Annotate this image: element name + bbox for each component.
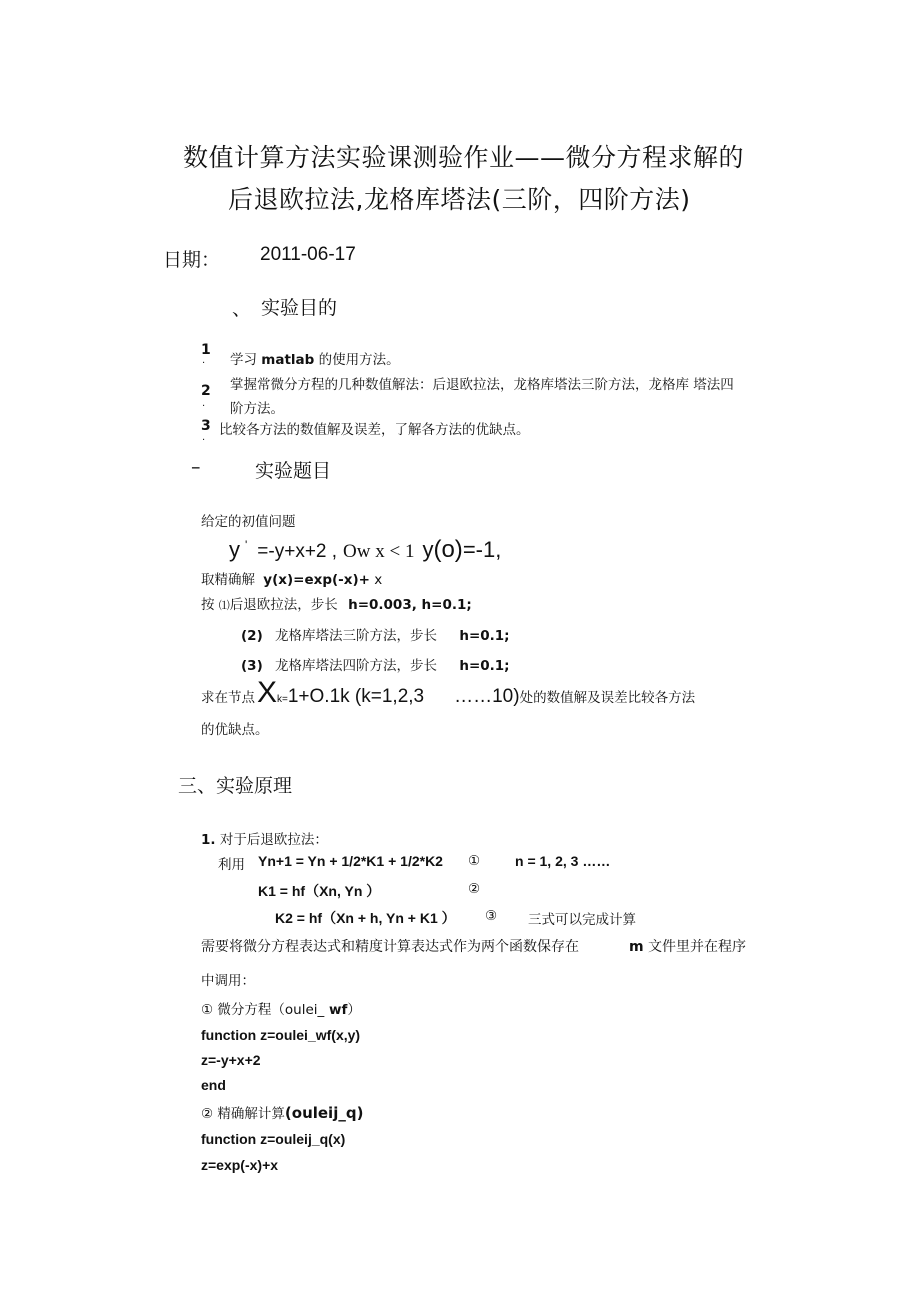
function-file-paragraph	[201, 936, 746, 956]
date-value: 2011-06-17	[260, 244, 356, 265]
code2-label	[201, 1102, 363, 1122]
ode-init-arg: (o)	[433, 536, 463, 563]
formula-1-marker: ①	[468, 853, 481, 869]
nodes-line	[201, 676, 695, 710]
section1-heading: 实验目的	[261, 297, 338, 319]
objective-3-number: 3	[201, 418, 211, 434]
section1-mark: 、	[232, 298, 252, 320]
objective-1-text	[230, 348, 400, 368]
code2-line2: z=exp(-x)+x	[201, 1157, 279, 1173]
principle-item1-num: 1.	[201, 832, 216, 848]
objective-2-text-line1: 掌握常微分方程的几种数值解法：后退欧拉法，龙格库塔法三阶方法，龙格库 塔法四	[230, 377, 734, 393]
formula-3-marker: ③	[485, 908, 498, 924]
paragraph-m: m	[629, 939, 644, 955]
code2-line1: function z=ouleij_q(x)	[201, 1131, 346, 1147]
method-1-text: 后退欧拉法，步长	[229, 597, 338, 613]
objective-2-text-line2: 阶方法。	[230, 401, 284, 417]
method-3-steps: h=0.1;	[459, 658, 510, 674]
method-2-num: (2)	[241, 628, 263, 644]
objective-1-prefix: 学习	[230, 352, 262, 368]
exact-x: x	[369, 572, 383, 588]
objective-1-matlab: matlab	[261, 352, 315, 368]
formula-2-marker: ②	[468, 881, 481, 897]
code2-label-bold: (ouleij_q)	[284, 1104, 364, 1122]
nodes-subscript: k=	[277, 694, 288, 705]
principle-item1	[201, 828, 328, 848]
code1-label	[201, 998, 361, 1018]
doc-title-line2: 后退欧拉法,龙格库塔法(三阶，四阶方法)	[228, 185, 691, 214]
method-3-text: 龙格库塔法四阶方法，步长	[275, 658, 438, 674]
ode-init-y: y	[422, 537, 434, 562]
method-3	[241, 654, 510, 674]
n-range: n = 1, 2, 3 ……	[515, 853, 611, 869]
section2-mark: –	[191, 456, 201, 478]
nodes-dots: ……10)	[454, 686, 520, 707]
method-3-num: (3)	[241, 658, 263, 674]
method-1-prefix: 按	[201, 597, 215, 613]
ode-init-value: =-1,	[462, 537, 502, 562]
code2-label-text: 精确解计算	[213, 1106, 285, 1122]
method-2-text: 龙格库塔法三阶方法，步长	[275, 628, 438, 644]
formula-yn1: Yn+1 = Yn + 1/2*K1 + 1/2*K2	[258, 853, 443, 869]
paragraph-part2: 文件里并在程序	[643, 939, 747, 955]
method-2	[241, 624, 510, 644]
code1-label-bold: wf	[324, 1002, 348, 1018]
nodes-expr: 1+O.1k (k=1,2,3	[287, 686, 425, 707]
exact-label: 取精确解	[201, 572, 255, 588]
objective-3-text: 比较各方法的数值解及误差，了解各方法的优缺点。	[219, 422, 530, 438]
ode-equation	[229, 536, 501, 564]
ode-y: y	[229, 537, 240, 562]
method-2-steps: h=0.1;	[459, 628, 510, 644]
objective-2-number: 2	[201, 383, 211, 399]
nodes-x: X	[257, 676, 278, 709]
formula-3-note: 三式可以完成计算	[528, 912, 636, 928]
formula-k2: K2 = hf（Xn + h, Yn + K1 ）	[275, 910, 456, 926]
objective-1-dot: ·	[202, 358, 206, 369]
paragraph-line2: 中调用：	[201, 973, 255, 989]
exact-expr: y(x)=exp(-x)+	[263, 572, 370, 588]
ode-prime: '	[245, 538, 248, 552]
exact-solution	[201, 568, 382, 588]
objective-3-dot: .	[202, 432, 206, 443]
objective-1-suffix: 的使用方法。	[314, 352, 400, 368]
code1-label-text: 微分方程（oulei_	[213, 1002, 325, 1018]
principle-item1-text: 对于后退欧拉法：	[219, 832, 328, 848]
code1-line2: z=-y+x+2	[201, 1052, 261, 1068]
objective-1-number: 1	[201, 342, 211, 358]
objective-2-dot: .	[202, 398, 206, 409]
ode-rhs: =-y+x+2 ,	[257, 541, 338, 562]
use-label: 利用	[218, 857, 245, 873]
paragraph-part1: 需要将微分方程表达式和精度计算表达式作为两个函数保存在	[201, 939, 579, 955]
doc-title-line1: 数值计算方法实验课测验作业——微分方程求解的	[183, 143, 745, 172]
nodes-line2: 的优缺点。	[201, 722, 269, 738]
nodes-prefix: 求在节点	[201, 690, 255, 706]
method-1-steps: h=0.003, h=0.1;	[348, 597, 472, 613]
problem-intro: 给定的初值问题	[201, 514, 296, 530]
nodes-suffix: 处的数值解及误差比较各方法	[519, 690, 696, 706]
code1-label-end: ）	[347, 1002, 361, 1018]
code1-line3: end	[201, 1077, 226, 1093]
section3-heading: 三、实验原理	[178, 775, 293, 797]
ode-domain: Ow x < 1	[343, 541, 415, 562]
code2-label-num: ②	[201, 1106, 214, 1122]
date-label: 日期：	[163, 249, 221, 271]
formula-k1: K1 = hf（Xn, Yn ）	[258, 883, 381, 899]
code1-label-num: ①	[201, 1002, 214, 1018]
method-1-num: ⑴	[218, 599, 230, 612]
method-1	[201, 593, 472, 613]
section2-heading: 实验题目	[255, 460, 332, 482]
code1-line1: function z=oulei_wf(x,y)	[201, 1027, 361, 1043]
